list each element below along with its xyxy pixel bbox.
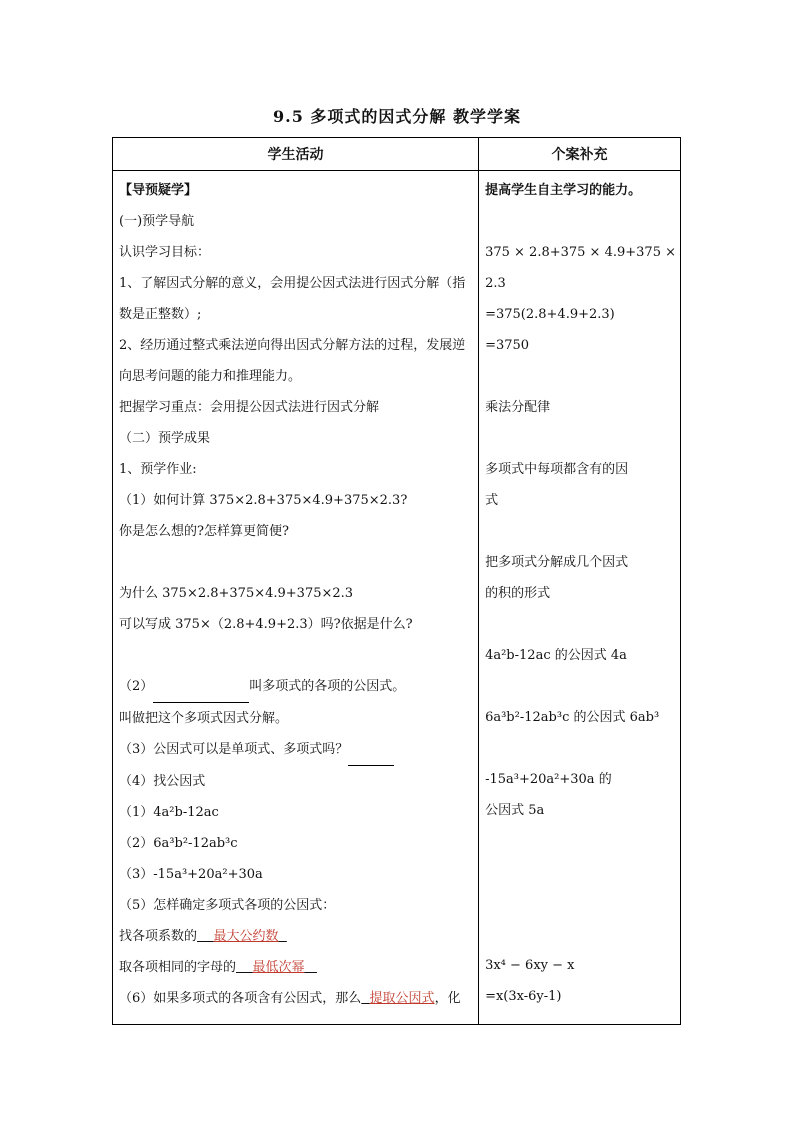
note-line: =3750 xyxy=(485,338,530,353)
empty-line xyxy=(485,206,676,237)
note-line: -15a³+20a²+30a 的 xyxy=(485,772,612,787)
note-line: =375(2.8+4.9+2.3) xyxy=(485,307,615,322)
text-line: （1）如何计算 375×2.8+375×4.9+375×2.3? xyxy=(119,493,408,508)
note-line: =x(3x-6y-1) xyxy=(485,989,562,1004)
empty-line xyxy=(485,516,676,547)
text-fragment: （3）公因式可以是单项式、多项式吗？ xyxy=(119,742,349,757)
empty-line xyxy=(119,547,472,578)
text-line: (一)预学导航 xyxy=(119,214,195,229)
fill-in-line xyxy=(119,734,472,766)
content-row xyxy=(113,171,681,1025)
header-row xyxy=(113,138,681,171)
text-line: （4）找公因式 xyxy=(119,774,206,789)
empty-line xyxy=(485,919,676,950)
empty-line xyxy=(119,640,472,671)
text-line: 叫做把这个多项式因式分解。 xyxy=(119,711,289,726)
note-line: 把多项式分解成几个因式 xyxy=(485,555,629,570)
text-line: 为什么 375×2.8+375×4.9+375×2.3 xyxy=(119,586,354,601)
student-activity-cell xyxy=(113,171,479,1025)
text-line: 把握学习重点：会用提公因式法进行因式分解 xyxy=(119,400,380,415)
text-line: 1、预学作业: xyxy=(119,462,197,477)
text-line: 认识学习目标： xyxy=(119,245,211,260)
text-fragment: 取各项相同的字母的 xyxy=(119,960,237,975)
header-student-activity: 学生活动 xyxy=(113,138,479,171)
filled-answer: 最大公约数 xyxy=(213,929,279,944)
formula-line: （1）4a²b-12ac xyxy=(119,805,219,820)
text-line: 1、了解因式分解的意义，会用提公因式法进行因式分解（指 xyxy=(119,276,466,291)
fill-in-line xyxy=(119,952,472,983)
note-line: 乘法分配律 xyxy=(485,400,551,415)
note-line: 6a³b²-12ab³c 的公因式 6ab³ xyxy=(485,710,660,725)
empty-line xyxy=(485,888,676,919)
text-line: 向思考问题的能力和推理能力。 xyxy=(119,369,302,384)
text-line: 你是怎么想的?怎样算更简便? xyxy=(119,524,289,539)
text-fragment: 叫多项式的各项的公因式。 xyxy=(249,679,406,694)
empty-line xyxy=(485,423,676,454)
note-heading: 提高学生自主学习的能力。 xyxy=(485,183,642,198)
text-line: 可以写成 375×（2.8+4.9+2.3）吗?依据是什么? xyxy=(119,617,413,632)
supplement-cell xyxy=(479,171,681,1025)
page-title: 9.5 多项式的因式分解 教学学案 xyxy=(273,107,521,126)
note-line: 3x⁴ − 6xy − x xyxy=(485,958,575,973)
note-line: 375 × 2.8+375 × 4.9+375 × xyxy=(485,245,676,260)
text-line: （5）怎样确定多项式各项的公因式： xyxy=(119,898,336,913)
fill-in-line xyxy=(119,921,472,952)
note-line: 的积的形式 xyxy=(485,586,551,601)
section-heading: 【导预疑学】 xyxy=(119,183,198,198)
answer-blank[interactable] xyxy=(153,671,249,703)
text-fragment: 找各项系数的 xyxy=(119,929,198,944)
text-line: 数是正整数）; xyxy=(119,307,202,322)
formula-line: （2）6a³b²-12ab³c xyxy=(119,836,238,851)
formula-line: （3）-15a³+20a²+30a xyxy=(119,867,263,882)
text-fragment: （6）如果多项式的各项含有公因式，那么 xyxy=(119,991,362,1006)
empty-line xyxy=(485,826,676,857)
note-line: 公因式 5a xyxy=(485,803,545,818)
note-line: 式 xyxy=(485,493,499,508)
note-line: 2.3 xyxy=(485,276,506,291)
fill-in-line xyxy=(119,671,472,703)
filled-answer: 提取公因式 xyxy=(369,991,435,1006)
note-line: 多项式中每项都含有的因 xyxy=(485,462,629,477)
text-fragment: ，化 xyxy=(434,991,461,1006)
item-number: （2） xyxy=(119,679,154,694)
note-line: 4a²b-12ac 的公因式 4a xyxy=(485,648,627,663)
filled-answer: 最低次幂 xyxy=(252,960,305,975)
answer-blank[interactable] xyxy=(348,734,394,766)
empty-line xyxy=(485,609,676,640)
text-line: （二）预学成果 xyxy=(119,431,211,446)
lesson-table xyxy=(112,137,681,1025)
empty-line xyxy=(485,733,676,764)
empty-line xyxy=(485,671,676,702)
empty-line xyxy=(485,361,676,392)
empty-line xyxy=(485,857,676,888)
text-line: 2、经历通过整式乘法逆向得出因式分解方法的过程，发展逆 xyxy=(119,338,466,353)
header-supplement: 个案补充 xyxy=(479,138,681,171)
fill-in-line xyxy=(119,983,472,1014)
